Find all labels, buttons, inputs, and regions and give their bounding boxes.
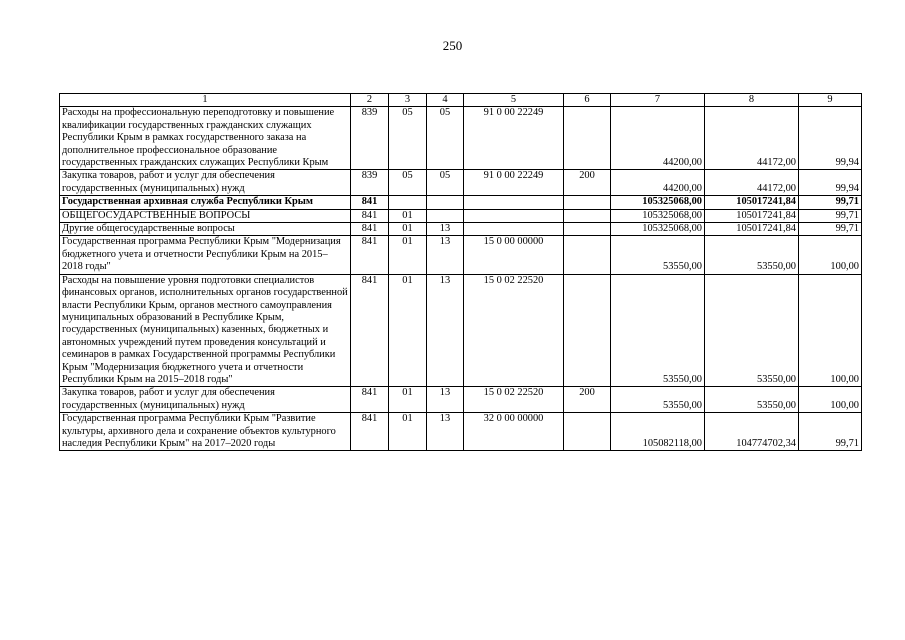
header-cell: 2 [351,94,389,107]
row-code-4: 13 [427,236,464,274]
row-code-4: 13 [427,387,464,413]
row-code-4: 13 [427,413,464,451]
row-code-6 [564,196,611,209]
row-description: Другие общегосударственные вопросы [60,223,351,236]
header-cell: 9 [799,94,862,107]
row-percent-9: 99,71 [799,413,862,451]
row-percent-9: 99,94 [799,170,862,196]
row-code-6 [564,274,611,387]
row-code-4: 05 [427,170,464,196]
row-description: Государственная архивная служба Республики Крым [60,196,351,209]
row-code-5: 15 0 02 22520 [464,387,564,413]
row-code-4: 13 [427,223,464,236]
header-row [60,94,862,107]
row-code-6 [564,209,611,222]
row-value-8: 44172,00 [705,170,799,196]
header-cell: 5 [464,94,564,107]
row-code-3: 01 [389,413,427,451]
row-value-7: 53550,00 [611,236,705,274]
table-row [60,387,862,413]
row-value-7: 53550,00 [611,387,705,413]
header-cell: 7 [611,94,705,107]
row-description: ОБЩЕГОСУДАРСТВЕННЫЕ ВОПРОСЫ [60,209,351,222]
row-code-4: 05 [427,107,464,170]
header-cell: 4 [427,94,464,107]
row-code-3: 05 [389,107,427,170]
row-code-4 [427,196,464,209]
row-percent-9: 99,94 [799,107,862,170]
row-description: Расходы на повышение уровня подготовки специалистов финансовых органов, исполнительных органов государственной власти Республики Крым, органов местного самоуправления муниципальных образований в Республике Крым, государственных (муниципальных) казенных, бюджетных и автономных учреждений путем проведения консультаций и семинаров в рамках Государственной программы Республики Крым "Модернизация бюджетного учета и отчетности Республики Крым на 2015–2018 годы" [60,274,351,387]
row-percent-9: 99,71 [799,196,862,209]
table-row [60,196,862,209]
row-code-2: 841 [351,274,389,387]
row-percent-9: 100,00 [799,387,862,413]
row-code-3: 01 [389,223,427,236]
row-code-2: 841 [351,387,389,413]
table-row [60,170,862,196]
row-description: Закупка товаров, работ и услуг для обеспечения государственных (муниципальных) нужд [60,387,351,413]
row-value-8: 105017241,84 [705,209,799,222]
row-code-2: 841 [351,413,389,451]
row-code-5 [464,223,564,236]
row-code-6 [564,413,611,451]
header-cell: 6 [564,94,611,107]
row-code-5: 91 0 00 22249 [464,170,564,196]
row-code-6 [564,236,611,274]
row-code-3: 01 [389,274,427,387]
row-description: Расходы на профессиональную переподготовку и повышение квалификации государственных гражданских служащих Республики Крым в рамках государственного заказа на дополнительное профессиональное образование государственных гражданских служащих Республики Крым [60,107,351,170]
row-code-5: 32 0 00 00000 [464,413,564,451]
row-value-7: 105082118,00 [611,413,705,451]
table-row [60,274,862,387]
row-value-8: 105017241,84 [705,196,799,209]
row-code-3: 05 [389,170,427,196]
table-row [60,236,862,274]
row-description: Государственная программа Республики Крым "Развитие культуры, архивного дела и сохранение объектов культурного наследия Республики Крым" на 2017–2020 годы [60,413,351,451]
table-row [60,107,862,170]
row-code-5 [464,196,564,209]
table-row [60,223,862,236]
row-percent-9: 99,71 [799,209,862,222]
header-cell: 1 [60,94,351,107]
row-value-7: 105325068,00 [611,196,705,209]
row-code-2: 841 [351,209,389,222]
row-description: Государственная программа Республики Крым "Модернизация бюджетного учета и отчетности Республики Крым на 2015–2018 годы" [60,236,351,274]
table-row [60,413,862,451]
row-code-2: 841 [351,236,389,274]
row-code-6: 200 [564,387,611,413]
row-code-6: 200 [564,170,611,196]
row-value-8: 105017241,84 [705,223,799,236]
row-code-3: 01 [389,209,427,222]
row-code-5: 91 0 00 22249 [464,107,564,170]
row-code-2: 839 [351,170,389,196]
row-code-2: 841 [351,223,389,236]
row-code-4: 13 [427,274,464,387]
row-code-4 [427,209,464,222]
row-value-8: 53550,00 [705,236,799,274]
row-description: Закупка товаров, работ и услуг для обеспечения государственных (муниципальных) нужд [60,170,351,196]
row-code-2: 839 [351,107,389,170]
row-value-7: 44200,00 [611,107,705,170]
budget-table [59,93,862,451]
header-cell: 3 [389,94,427,107]
row-code-3: 01 [389,236,427,274]
row-value-8: 44172,00 [705,107,799,170]
table-row [60,209,862,222]
row-value-8: 104774702,34 [705,413,799,451]
row-value-7: 44200,00 [611,170,705,196]
row-value-8: 53550,00 [705,274,799,387]
row-code-6 [564,223,611,236]
row-code-5 [464,209,564,222]
row-percent-9: 100,00 [799,236,862,274]
row-percent-9: 99,71 [799,223,862,236]
row-value-7: 53550,00 [611,274,705,387]
row-value-7: 105325068,00 [611,209,705,222]
page-number: 250 [442,38,463,53]
row-code-5: 15 0 00 00000 [464,236,564,274]
row-value-7: 105325068,00 [611,223,705,236]
row-code-5: 15 0 02 22520 [464,274,564,387]
row-code-6 [564,107,611,170]
row-code-3: 01 [389,387,427,413]
row-code-2: 841 [351,196,389,209]
row-value-8: 53550,00 [705,387,799,413]
row-percent-9: 100,00 [799,274,862,387]
header-cell: 8 [705,94,799,107]
row-code-3 [389,196,427,209]
